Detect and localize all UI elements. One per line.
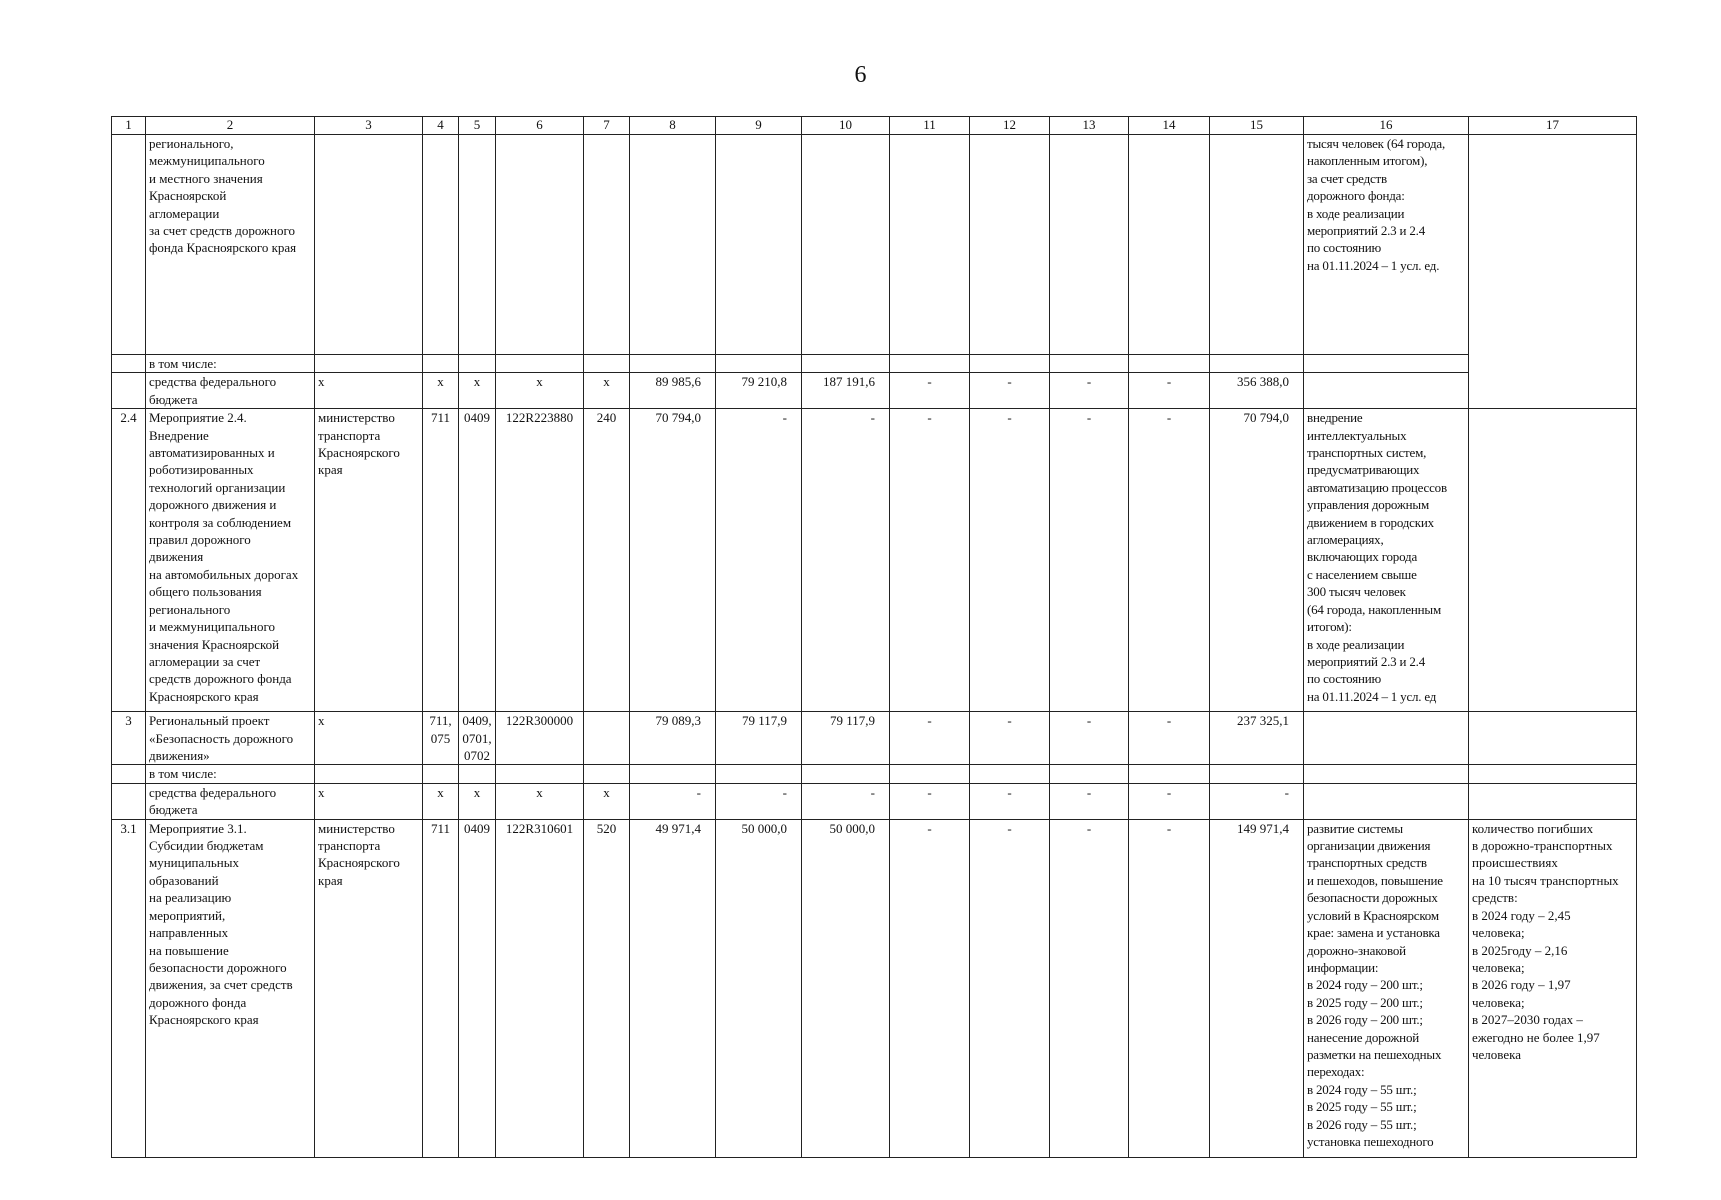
cell-col-17 [1469,409,1637,712]
cell-col-12: - [970,409,1050,712]
column-header-13: 13 [1050,117,1129,135]
cell-col-9: 50 000,0 [716,819,802,1157]
cell-col-17 [1469,765,1637,783]
cell-col-8 [630,765,716,783]
cell-col-9 [716,765,802,783]
cell-col-9: - [716,409,802,712]
cell-col-14 [1129,135,1210,355]
cell-col-9: 79 117,9 [716,712,802,765]
cell-col-2: средства федерального бюджета [146,783,315,819]
cell-col-14 [1129,765,1210,783]
table-row [112,135,1637,355]
column-header-5: 5 [459,117,496,135]
cell-col-12: - [970,712,1050,765]
cell-col-11: - [890,819,970,1157]
cell-col-7: x [584,783,630,819]
cell-col-16: внедрение интеллектуальных транспортных систем, предусматривающих автоматизацию процессов управления дорожным движением в городских агломерациях, включающих города с населением свыше 300 тысяч человек (64 города, накопленным итогом): в ходе реализации мероприятий 2.3 и 2.4 по состоянию на 01.11.2024 – 1 усл. ед [1304,409,1469,712]
column-header-15: 15 [1210,117,1304,135]
cell-col-3 [315,135,423,355]
column-header-11: 11 [890,117,970,135]
cell-col-11 [890,355,970,373]
column-header-3: 3 [315,117,423,135]
cell-col-15: 356 388,0 [1210,373,1304,409]
cell-col-6 [496,355,584,373]
cell-col-7: x [584,373,630,409]
column-header-14: 14 [1129,117,1210,135]
cell-col-4 [423,355,459,373]
cell-col-5: 0409, 0701, 0702 [459,712,496,765]
column-header-9: 9 [716,117,802,135]
cell-col-14: - [1129,373,1210,409]
cell-col-3: x [315,373,423,409]
cell-col-10: - [802,783,890,819]
cell-col-6: x [496,783,584,819]
cell-col-4: x [423,783,459,819]
cell-col-2: в том числе: [146,355,315,373]
cell-col-9: 79 210,8 [716,373,802,409]
cell-col-16: тысяч человек (64 города, накопленным итогом), за счет средств дорожного фонда: в ходе реализации мероприятий 2.3 и 2.4 по состоянию на 01.11.2024 – 1 усл. ед. [1304,135,1469,355]
cell-col-8: - [630,783,716,819]
cell-col-13: - [1050,373,1129,409]
cell-col-11 [890,135,970,355]
column-header-8: 8 [630,117,716,135]
cell-col-9 [716,135,802,355]
cell-col-1: 3.1 [112,819,146,1157]
cell-col-10 [802,765,890,783]
cell-col-1 [112,373,146,409]
cell-col-3: x [315,783,423,819]
table-row [112,355,1637,373]
cell-col-13: - [1050,712,1129,765]
cell-col-12: - [970,373,1050,409]
cell-col-16 [1304,783,1469,819]
page-number: 6 [854,62,867,88]
cell-col-9: - [716,783,802,819]
cell-col-1 [112,135,146,355]
cell-col-8 [630,135,716,355]
cell-col-10 [802,135,890,355]
cell-col-8: 49 971,4 [630,819,716,1157]
cell-col-15 [1210,355,1304,373]
cell-col-4 [423,135,459,355]
cell-col-1 [112,783,146,819]
cell-col-2: Мероприятие 3.1. Субсидии бюджетам муниципальных образований на реализацию мероприятий, направленных на повышение безопасности дорожного движения, за счет средств дорожного фонда Красноярского края [146,819,315,1157]
cell-col-10: 50 000,0 [802,819,890,1157]
cell-col-1: 2.4 [112,409,146,712]
cell-col-15 [1210,135,1304,355]
cell-col-11 [890,765,970,783]
cell-col-17 [1469,712,1637,765]
cell-col-12: - [970,819,1050,1157]
column-header-6: 6 [496,117,584,135]
cell-col-12 [970,355,1050,373]
cell-col-6 [496,765,584,783]
cell-col-4: 711, 075 [423,712,459,765]
cell-col-13: - [1050,409,1129,712]
cell-col-15: 70 794,0 [1210,409,1304,712]
column-header-1: 1 [112,117,146,135]
cell-col-17 [1469,783,1637,819]
cell-col-2: в том числе: [146,765,315,783]
column-header-2: 2 [146,117,315,135]
cell-col-6 [496,135,584,355]
cell-col-13 [1050,355,1129,373]
cell-col-5: x [459,373,496,409]
cell-col-6: 122R310601 [496,819,584,1157]
cell-col-1 [112,765,146,783]
cell-col-8: 79 089,3 [630,712,716,765]
cell-col-15: 149 971,4 [1210,819,1304,1157]
cell-col-16 [1304,712,1469,765]
cell-col-10: 187 191,6 [802,373,890,409]
cell-col-4: 711 [423,409,459,712]
column-header-10: 10 [802,117,890,135]
cell-col-14 [1129,355,1210,373]
cell-col-15: - [1210,783,1304,819]
cell-col-17 [1469,135,1637,409]
cell-col-13 [1050,765,1129,783]
cell-col-6: 122R223880 [496,409,584,712]
cell-col-14: - [1129,409,1210,712]
cell-col-8: 70 794,0 [630,409,716,712]
cell-col-2: Региональный проект «Безопасность дорожного движения» [146,712,315,765]
cell-col-3 [315,765,423,783]
table-row [112,819,1637,1157]
header-row [112,117,1637,135]
column-header-17: 17 [1469,117,1637,135]
cell-col-5: x [459,783,496,819]
cell-col-7: 520 [584,819,630,1157]
cell-col-5 [459,135,496,355]
cell-col-7 [584,712,630,765]
cell-col-5: 0409 [459,409,496,712]
cell-col-12: - [970,783,1050,819]
cell-col-16 [1304,765,1469,783]
cell-col-7 [584,765,630,783]
cell-col-2: регионального, межмуниципального и местного значения Красноярской агломерации за счет средств дорожного фонда Красноярского края [146,135,315,355]
cell-col-13 [1050,135,1129,355]
cell-col-3: министерство транспорта Красноярского края [315,409,423,712]
cell-col-7 [584,355,630,373]
column-header-7: 7 [584,117,630,135]
cell-col-14: - [1129,819,1210,1157]
cell-col-16 [1304,373,1469,409]
cell-col-11: - [890,712,970,765]
cell-col-11: - [890,783,970,819]
cell-col-15 [1210,765,1304,783]
cell-col-4: x [423,373,459,409]
cell-col-4: 711 [423,819,459,1157]
cell-col-3 [315,355,423,373]
cell-col-10: 79 117,9 [802,712,890,765]
cell-col-5 [459,355,496,373]
column-header-4: 4 [423,117,459,135]
cell-col-3: x [315,712,423,765]
cell-col-8 [630,355,716,373]
cell-col-17: количество погибших в дорожно-транспортных происшествиях на 10 тысяч транспортных средств: в 2024 году – 2,45 человека; в 2025году – 2,16 человека; в 2026 году – 1,97 человека; в 2027–2030 годах – ежегодно не более 1,97 человека [1469,819,1637,1157]
cell-col-11: - [890,373,970,409]
cell-col-10 [802,355,890,373]
cell-col-2: Мероприятие 2.4. Внедрение автоматизированных и роботизированных технологий организации дорожного движения и контроля за соблюдением правил дорожного движения на автомобильных дорогах общего пользования регионального и межмуниципального значения Красноярской агломерации за счет средств дорожного фонда Красноярского края [146,409,315,712]
table-row [112,712,1637,765]
cell-col-16 [1304,355,1469,373]
cell-col-14: - [1129,783,1210,819]
cell-col-10: - [802,409,890,712]
cell-col-7: 240 [584,409,630,712]
cell-col-7 [584,135,630,355]
table-row [112,373,1637,409]
cell-col-3: министерство транспорта Красноярского края [315,819,423,1157]
program-table [111,116,1637,1158]
cell-col-12 [970,765,1050,783]
cell-col-2: средства федерального бюджета [146,373,315,409]
cell-col-14: - [1129,712,1210,765]
cell-col-13: - [1050,783,1129,819]
cell-col-5 [459,765,496,783]
table-row [112,783,1637,819]
cell-col-1: 3 [112,712,146,765]
column-header-16: 16 [1304,117,1469,135]
cell-col-9 [716,355,802,373]
table-row [112,765,1637,783]
cell-col-5: 0409 [459,819,496,1157]
cell-col-4 [423,765,459,783]
table-row [112,409,1637,712]
cell-col-15: 237 325,1 [1210,712,1304,765]
cell-col-13: - [1050,819,1129,1157]
cell-col-12 [970,135,1050,355]
cell-col-8: 89 985,6 [630,373,716,409]
column-header-12: 12 [970,117,1050,135]
cell-col-1 [112,355,146,373]
cell-col-6: x [496,373,584,409]
cell-col-6: 122R300000 [496,712,584,765]
cell-col-16: развитие системы организации движения транспортных средств и пешеходов, повышение безопасности дорожных условий в Красноярском крае: замена и установка дорожно-знаковой информации: в 2024 году – 200 шт.; в 2025 году – 200 шт.; в 2026 году – 200 шт.; нанесение дорожной разметки на пешеходных переходах: в 2024 году – 55 шт.; в 2025 году – 55 шт.; в 2026 году – 55 шт.; установка пешеходного [1304,819,1469,1157]
cell-col-11: - [890,409,970,712]
